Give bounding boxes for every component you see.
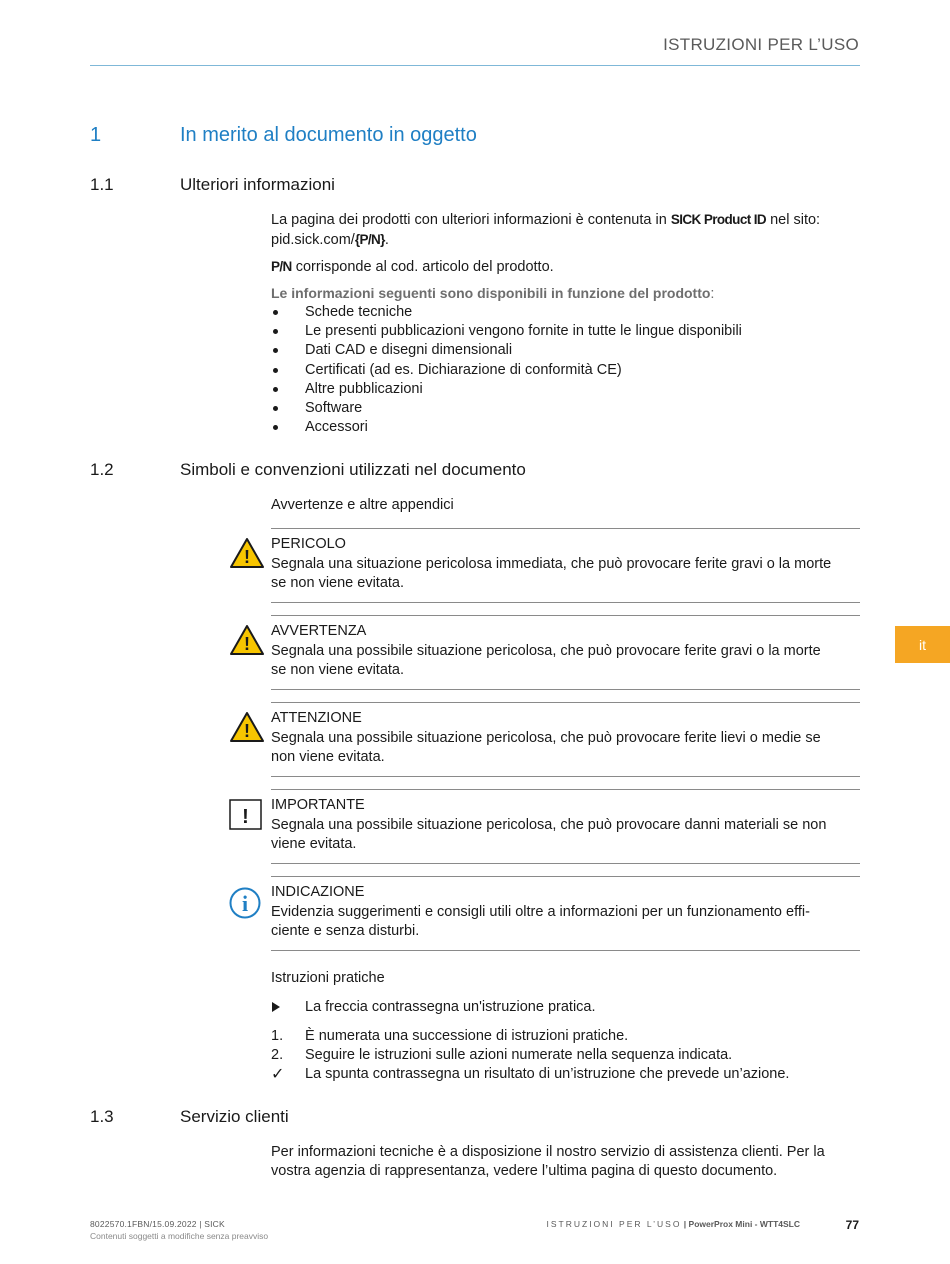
list-item (271, 303, 861, 322)
info-circle-icon (229, 886, 263, 920)
exclamation-box-icon (229, 799, 263, 831)
list-item (271, 418, 861, 437)
bullet-dot (273, 329, 278, 334)
section-1-1-title: Ulteriori informazioni (180, 175, 335, 194)
box-bottom-rule (271, 776, 860, 777)
running-header-title: ISTRUZIONI PER L’USO (663, 35, 859, 54)
arrow-step (271, 998, 596, 1017)
box-bottom-rule (271, 950, 860, 951)
product-url-period: . (384, 232, 389, 248)
box-text-avvertenza (271, 642, 861, 680)
warning-glyph: ! (244, 634, 250, 654)
box-top-rule (271, 789, 860, 790)
box-text-line: Evidenzia suggerimenti e consigli utili oltre a informazioni per un funzionamento effi- (271, 904, 810, 920)
box-text-line: non viene evitata. (271, 749, 385, 765)
bullet-dot (273, 348, 278, 353)
list-item-text: Software (305, 399, 363, 416)
footer-product: | PowerProx Mini - WTT4SLC (681, 1219, 800, 1229)
box-top-rule (271, 876, 860, 877)
paragraph-line: Per informazioni tecniche è a disposizione il nostro servizio di assistenza clienti. Per la (271, 1144, 825, 1160)
step-text: La spunta contrassegna un risultato di un’istruzione che prevede un’azione. (305, 1066, 790, 1082)
chapter-title: In merito al documento in oggetto (180, 124, 477, 146)
footer-doc-info (547, 1219, 801, 1229)
step-row (271, 998, 596, 1017)
pn-placeholder: {P/N} (354, 232, 385, 247)
box-bottom-rule (271, 602, 860, 603)
list-item-text: Accessori (305, 419, 368, 436)
paragraph-line: vostra agenzia di rappresentanza, vedere l’ultima pagina di questo documento. (271, 1163, 778, 1179)
practical-subheading: Istruzioni pratiche (271, 970, 385, 986)
language-tab: it (895, 626, 950, 663)
box-text-indicazione (271, 903, 861, 941)
list-item-text: Le presenti pubblicazioni vengono fornite in tutte le lingue disponibili (305, 323, 742, 340)
box-title-pericolo: PERICOLO (271, 536, 346, 552)
box-title-importante: IMPORTANTE (271, 797, 365, 813)
warning-triangle-icon (229, 537, 265, 569)
box-bottom-rule (271, 689, 860, 690)
section-1-3-number: 1.3 (90, 1107, 114, 1126)
chapter-number: 1 (90, 124, 102, 146)
available-info-list (271, 303, 861, 437)
list-item (271, 361, 861, 380)
product-page-paragraph (271, 210, 861, 250)
pn-term: P/N (271, 259, 292, 274)
warnings-subheading: Avvertenze e altre appendici (271, 497, 454, 513)
bullet-dot (273, 406, 278, 411)
available-info-label: Le informazioni seguenti sono disponibili in funzione del prodotto (271, 285, 711, 301)
box-title-indicazione: INDICAZIONE (271, 884, 365, 900)
warning-triangle-icon (229, 624, 265, 656)
step-row (271, 1065, 789, 1084)
pn-description: corrisponde al cod. articolo del prodotto. (291, 259, 554, 275)
pn-paragraph (271, 257, 861, 277)
box-top-rule (271, 615, 860, 616)
header-divider (90, 65, 860, 66)
step-number: 1. (271, 1028, 284, 1044)
bullet-dot (273, 425, 278, 430)
step-text: È numerata una successione di istruzioni pratiche. (305, 1028, 629, 1044)
box-text-line: Segnala una possibile situazione pericolosa, che può provocare danni materiali se non (271, 817, 827, 833)
section-1-2-title: Simboli e convenzioni utilizzati nel documento (180, 460, 526, 479)
list-item (271, 399, 861, 418)
list-item (271, 322, 861, 341)
box-title-avvertenza: AVVERTENZA (271, 623, 367, 639)
step-row (271, 1046, 789, 1065)
box-text-line: Segnala una possibile situazione pericolosa, che può provocare ferite lievi o medie se (271, 730, 821, 746)
warning-glyph: ! (244, 721, 250, 741)
list-item-text: Schede tecniche (305, 304, 413, 320)
warning-glyph: ! (244, 547, 250, 567)
box-title-attenzione: ATTENZIONE (271, 710, 362, 726)
info-glyph: i (241, 891, 249, 916)
triangle-arrow-icon (271, 1001, 281, 1013)
box-text-attenzione (271, 729, 861, 767)
box-text-pericolo (271, 555, 861, 593)
available-info-colon: : (710, 286, 715, 302)
customer-service-paragraph (271, 1143, 861, 1181)
box-text-line: ciente e senza disturbi. (271, 923, 420, 939)
list-item (271, 380, 861, 399)
box-text-line: Segnala una possibile situazione pericolosa, che può provocare ferite gravi o la morte (271, 643, 821, 659)
warning-triangle-icon (229, 711, 265, 743)
page-number: 77 (845, 1218, 859, 1232)
step-number: 2. (271, 1047, 284, 1063)
list-item-text: Altre pubblicazioni (305, 380, 423, 397)
bullet-dot (273, 387, 278, 392)
bullet-dot (273, 310, 278, 315)
box-text-line: se non viene evitata. (271, 662, 405, 678)
bullet-dot (273, 368, 278, 373)
step-text: Seguire le istruzioni sulle azioni numerate nella sequenza indicata. (305, 1047, 733, 1063)
important-glyph: ! (242, 806, 249, 828)
step-row (271, 1027, 789, 1046)
checkmark-icon: ✓ (271, 1066, 285, 1083)
numbered-steps (271, 1027, 789, 1084)
product-page-text-tail: nel sito: (766, 212, 821, 228)
box-bottom-rule (271, 863, 860, 864)
box-top-rule (271, 702, 860, 703)
sick-product-id-term: SICK Product ID (670, 212, 767, 227)
footer-disclaimer: Contenuti soggetti a modifiche senza preavviso (90, 1231, 269, 1241)
footer-doc-code: 8022570.1FBN/15.09.2022 | SICK (90, 1219, 225, 1229)
list-item-text: Dati CAD e disegni dimensionali (305, 342, 513, 359)
product-url: pid.sick.com/ (271, 232, 355, 248)
box-text-line: viene evitata. (271, 836, 357, 852)
available-info-intro (271, 284, 861, 304)
list-item-text: Certificati (ad es. Dichiarazione di conformità CE) (305, 361, 622, 378)
section-1-2-number: 1.2 (90, 460, 114, 479)
step-text: La freccia contrassegna un'istruzione pratica. (305, 999, 596, 1015)
footer-doc-type: ISTRUZIONI PER L’USO (546, 1219, 682, 1229)
box-text-importante (271, 816, 861, 854)
section-1-3-title: Servizio clienti (180, 1107, 289, 1126)
box-top-rule (271, 528, 860, 529)
box-text-line: se non viene evitata. (271, 575, 405, 591)
list-item (271, 341, 861, 360)
product-page-text: La pagina dei prodotti con ulteriori informazioni è contenuta in (271, 212, 671, 228)
section-1-1-number: 1.1 (90, 175, 114, 194)
box-text-line: Segnala una situazione pericolosa immediata, che può provocare ferite gravi o la morte (271, 556, 832, 572)
